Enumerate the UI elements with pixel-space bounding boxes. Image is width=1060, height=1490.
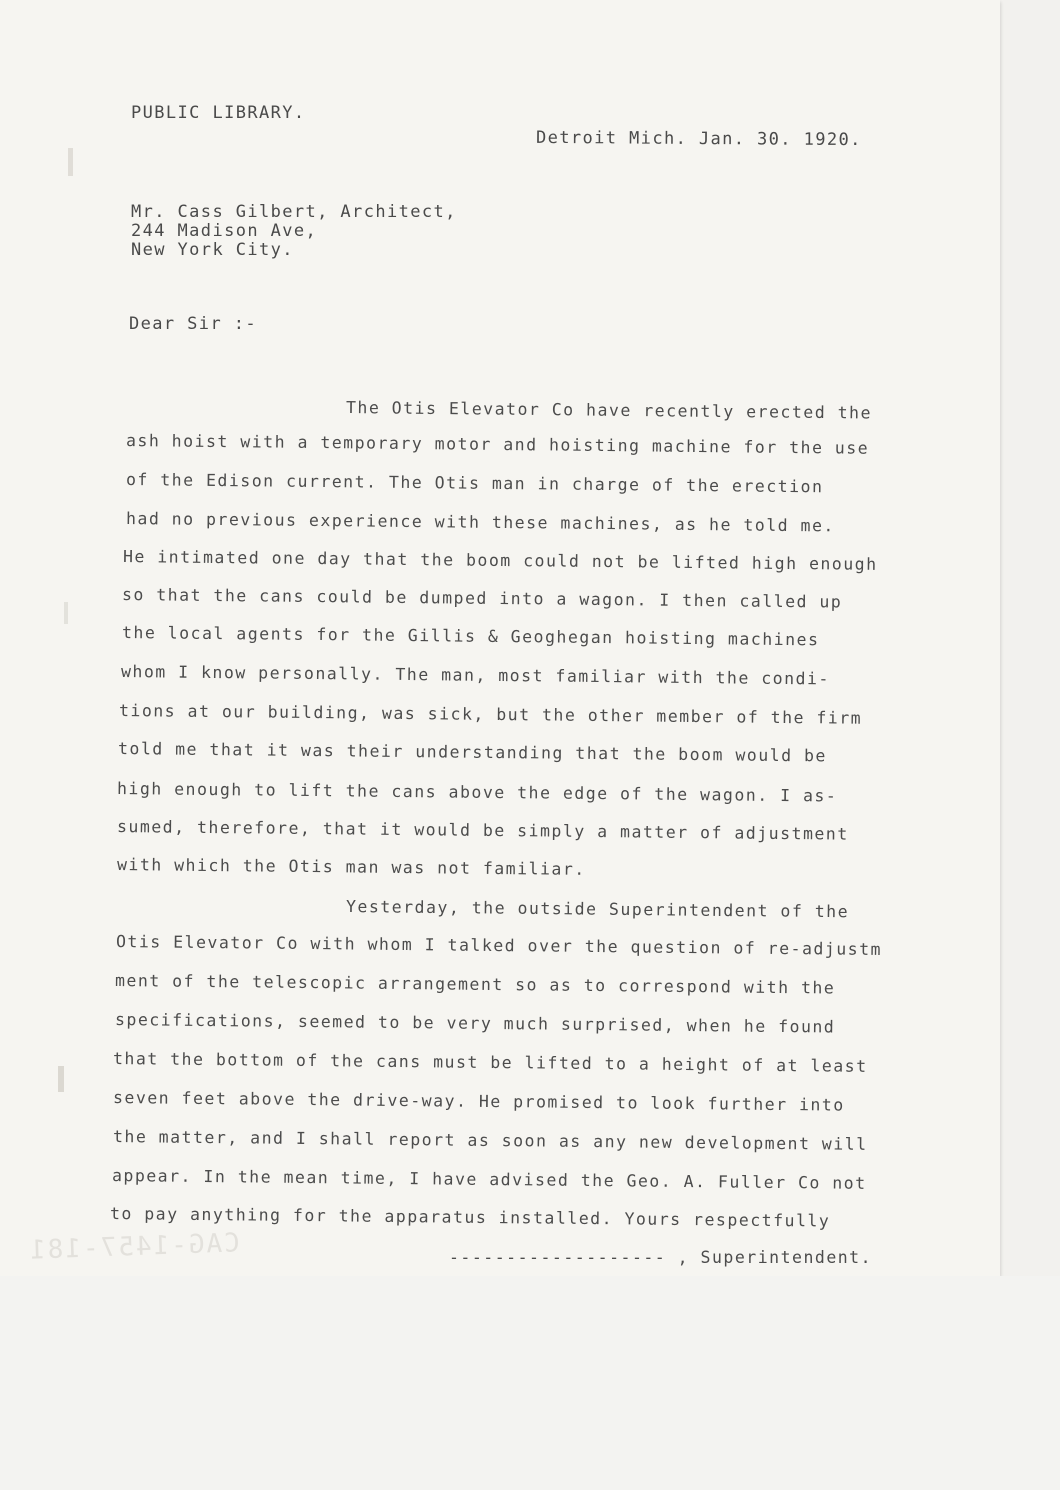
staple-mark	[58, 1066, 64, 1092]
body-line: appear. In the mean time, I have advised the Geo. A. Fuller Co not	[111, 1166, 867, 1193]
archive-stamp: CAG-1457-181	[27, 1228, 241, 1266]
body-line: that the bottom of the cans must be lifted to a height of at least	[112, 1049, 868, 1076]
body-line: The Otis Elevator Co have recently erected the	[345, 398, 873, 423]
recipient-line-3: New York City.	[131, 240, 294, 260]
recipient-line-2: 244 Madison Ave,	[131, 221, 318, 241]
staple-mark	[64, 602, 68, 624]
dateline: Detroit Mich. Jan. 30. 1920.	[535, 127, 862, 151]
letterhead: PUBLIC LIBRARY.	[131, 103, 306, 123]
body-line: Yesterday, the outside Superintendent of the	[345, 897, 850, 922]
recipient-line-1: Mr. Cass Gilbert, Architect,	[131, 202, 457, 222]
staple-mark	[68, 148, 73, 176]
body-line: so that the cans could be dumped into a wagon. I then called up	[121, 585, 843, 612]
body-line: to pay anything for the apparatus installed. Yours respectfully	[109, 1204, 831, 1231]
body-line: told me that it was their understanding that the boom would be	[117, 739, 827, 766]
body-line: ash hoist with a temporary motor and hoisting machine for the use	[125, 431, 870, 458]
body-line: sumed, therefore, that it would be simply a matter of adjustment	[116, 817, 849, 844]
body-line: with which the Otis man was not familiar.	[116, 855, 586, 879]
body-line: tions at our building, was sick, but the other member of the firm	[118, 701, 863, 728]
body-line: the local agents for the Gillis & Geoghegan hoisting machines	[121, 623, 820, 650]
body-line: specifications, seemed to be very much surprised, when he found	[114, 1010, 836, 1037]
body-line: seven feet above the drive-way. He promised to look further into	[112, 1088, 845, 1115]
scan-background	[0, 1276, 1060, 1490]
body-line: He intimated one day that the boom could not be lifted high enough	[122, 547, 878, 574]
body-line: high enough to lift the cans above the edge of the wagon. I as-	[116, 779, 838, 806]
signature-line: ------------------- , Superintendent.	[449, 1248, 873, 1267]
body-line: whom I know personally. The man, most familiar with the condi-	[120, 662, 830, 689]
body-line: Otis Elevator Co with whom I talked over the question of re-adjustm	[115, 932, 883, 960]
salutation: Dear Sir :-	[129, 314, 257, 334]
body-line: ment of the telescopic arrangement so as to correspond with the	[114, 971, 836, 998]
body-line: had no previous experience with these machines, as he told me.	[125, 509, 835, 536]
body-line: the matter, and I shall report as soon as any new development will	[112, 1127, 868, 1154]
body-line: of the Edison current. The Otis man in charge of the erection	[125, 470, 824, 497]
